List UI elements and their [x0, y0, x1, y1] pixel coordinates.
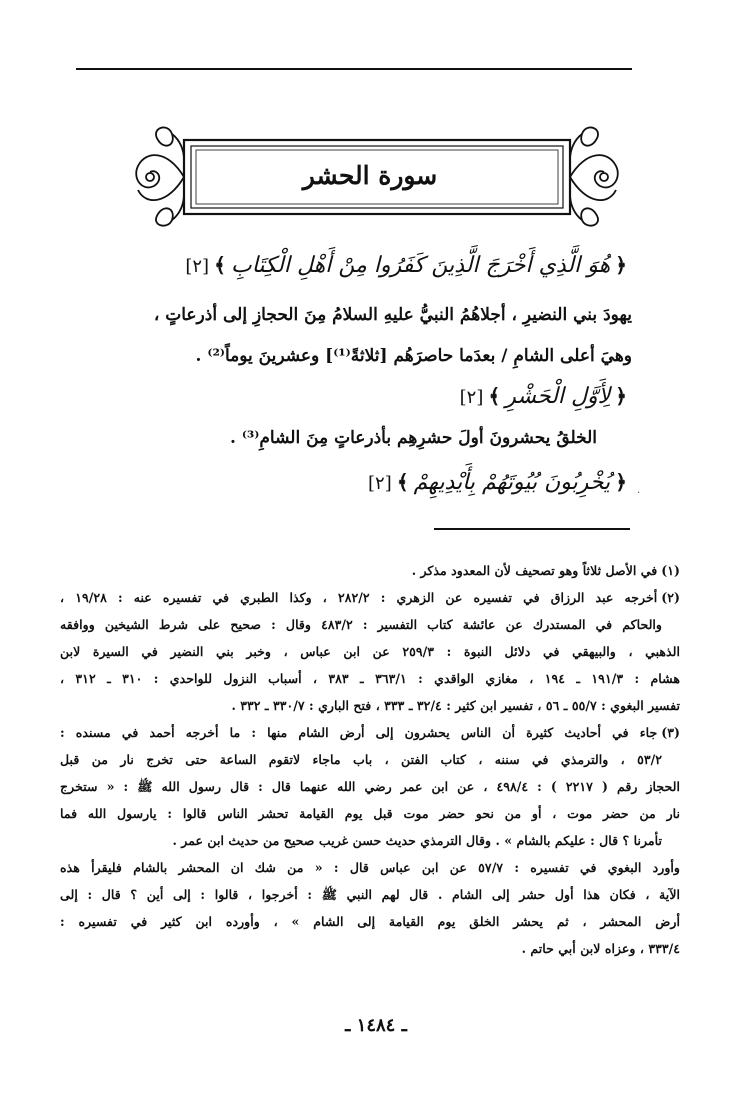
- footnote-number: (٣): [661, 725, 680, 740]
- footnote-separator: [434, 528, 630, 530]
- ornate-bracket-close: ﴾: [488, 384, 501, 408]
- verse-text: لِأَوَّلِ الْحَشْرِ: [505, 384, 611, 409]
- footnote-line: الذهبي ، والبيهقي في دلائل النبوة : ٢٥٩/٣ عن ابن عباس ، وخبر بني النضير في السيرة لابن: [60, 644, 680, 659]
- footnote-line: [60, 557, 680, 584]
- footnote-line: الآية ، فكان هذا أول حشر إلى الشام . قال لهم النبي ﷺ : أخرجوا ، قالوا : إلى أين ؟ قال : إلى: [60, 887, 680, 902]
- ornate-bracket-open: ﴿: [615, 470, 627, 494]
- verse-line: [460, 384, 627, 409]
- scan-dot-icon: ·: [637, 488, 641, 499]
- verse-ref: [٢]: [459, 387, 484, 408]
- footnote-line: وأورد البغوي في تفسيره : ٥٧/٧ عن ابن عباس قال : « من شك ان المحشر بالشام فليقرأ هذه: [60, 860, 680, 875]
- footnote-line: نار من حضر موت ، أو من نحو حضر موت قبل يوم القيامة تحشر الناس قالوا : يارسول الله فما: [60, 806, 680, 821]
- footnote-line: والحاكم في المستدرك عن عائشة كتاب التفسير : ٤٨٣/٢ وقال : صحيح على شرط الشيخين ووافقه: [60, 617, 662, 632]
- commentary-line: يهودَ بني النضيرِ ، أجلاهُمُ النبيُّ عليهِ السلامُ مِنَ الحجازِ إلى أذرعاتٍ ،: [153, 305, 632, 325]
- footnote-line: [60, 584, 680, 611]
- verse-line: [185, 253, 627, 278]
- ornate-bracket-open: ﴿: [615, 253, 627, 277]
- footnote-text: في الأصل ثلاثاً وهو تصحيف لأن المعدود مذكر .: [411, 563, 658, 578]
- footnotes: [60, 557, 680, 962]
- ornate-bracket-open: ﴿: [615, 384, 627, 408]
- top-rule: [76, 68, 632, 70]
- commentary-line: الخلقُ يحشرونَ أولَ حشرِهِم بأذرعاتٍ مِنَ الشامِ⁽³⁾ .: [229, 428, 597, 448]
- verse-ref: [٢]: [368, 473, 392, 494]
- verse-text: يُخْرِبُونَ بُيُوتَهُمْ بِأَيْدِيهِمْ: [413, 470, 611, 495]
- footnote-number: (١): [661, 563, 680, 578]
- footnote-number: (٢): [661, 590, 680, 605]
- footnote-line: ٣٣٣/٤ ، وعزاه لابن أبي حاتم .: [521, 941, 680, 956]
- verse-line: [368, 470, 627, 495]
- verse-ref: [٢]: [185, 256, 210, 277]
- footnote-line: أرض المحشر ، ثم يحشر الخلق يوم القيامة إلى الشام » ، وأورده ابن كثير في تفسيره :: [60, 914, 680, 929]
- footnote-line: تأمرنا ؟ قال : عليكم بالشام » . وقال الترمذي حديث حسن غريب صحيح من حديث ابن عمر .: [172, 833, 662, 848]
- footnote-text: جاء في أحاديث كثيرة أن الناس يحشرون إلى أرض الشام منها : ما أخرجه أحمد في مسنده :: [60, 725, 658, 740]
- footnote-line: [60, 719, 680, 746]
- commentary-line: وهيَ أعلى الشامِ / بعدَما حاصرَهُم [ثلاثةً⁽¹⁾] وعشرينَ يوماً⁽²⁾ .: [195, 346, 632, 366]
- footnote-line: ٥٣/٢ ، والترمذي في سننه ، كتاب الفتن ، باب ماجاء لاتقوم الساعة حتى تخرج نار من قبل: [60, 752, 662, 767]
- footnote-line: هشام : ١٩١/٣ ـ ١٩٤ ، مغازي الواقدي : ٣٦٣/١ ـ ٣٨٣ ، أسباب النزول للواحدي : ٣١٠ ـ ٣١٢ ،: [60, 671, 680, 686]
- page-number: ـ ١٤٨٤ ـ: [345, 1015, 407, 1036]
- surah-title: سورة الحشر: [302, 161, 438, 190]
- footnote-line: الحجاز رقم ( ٢٢١٧ ) : ٤٩٨/٤ ، عن ابن عمر رضي الله عنهما قال : قال رسول الله ﷺ : « ستخرج: [60, 779, 680, 794]
- footnote-line: تفسير البغوي : ٥٥/٧ ـ ٥٦ ، تفسير ابن كثير : ٣٢/٤ ـ ٣٣٣ ، فتح الباري : ٣٣٠/٧ ـ ٣٣٢ .: [231, 698, 680, 713]
- ornate-bracket-close: ﴾: [214, 253, 226, 277]
- verse-text: هُوَ الَّذِي أَخْرَجَ الَّذِينَ كَفَرُوا مِنْ أَهْلِ الْكِتَابِ: [230, 253, 611, 278]
- footnote-text: أخرجه عبد الرزاق في تفسيره عن الزهري : ٢٨٢/٢ ، وكذا الطبري في تفسيره عنه : ١٩/٢٨ ،: [60, 590, 658, 605]
- ornate-bracket-close: ﴾: [396, 470, 409, 494]
